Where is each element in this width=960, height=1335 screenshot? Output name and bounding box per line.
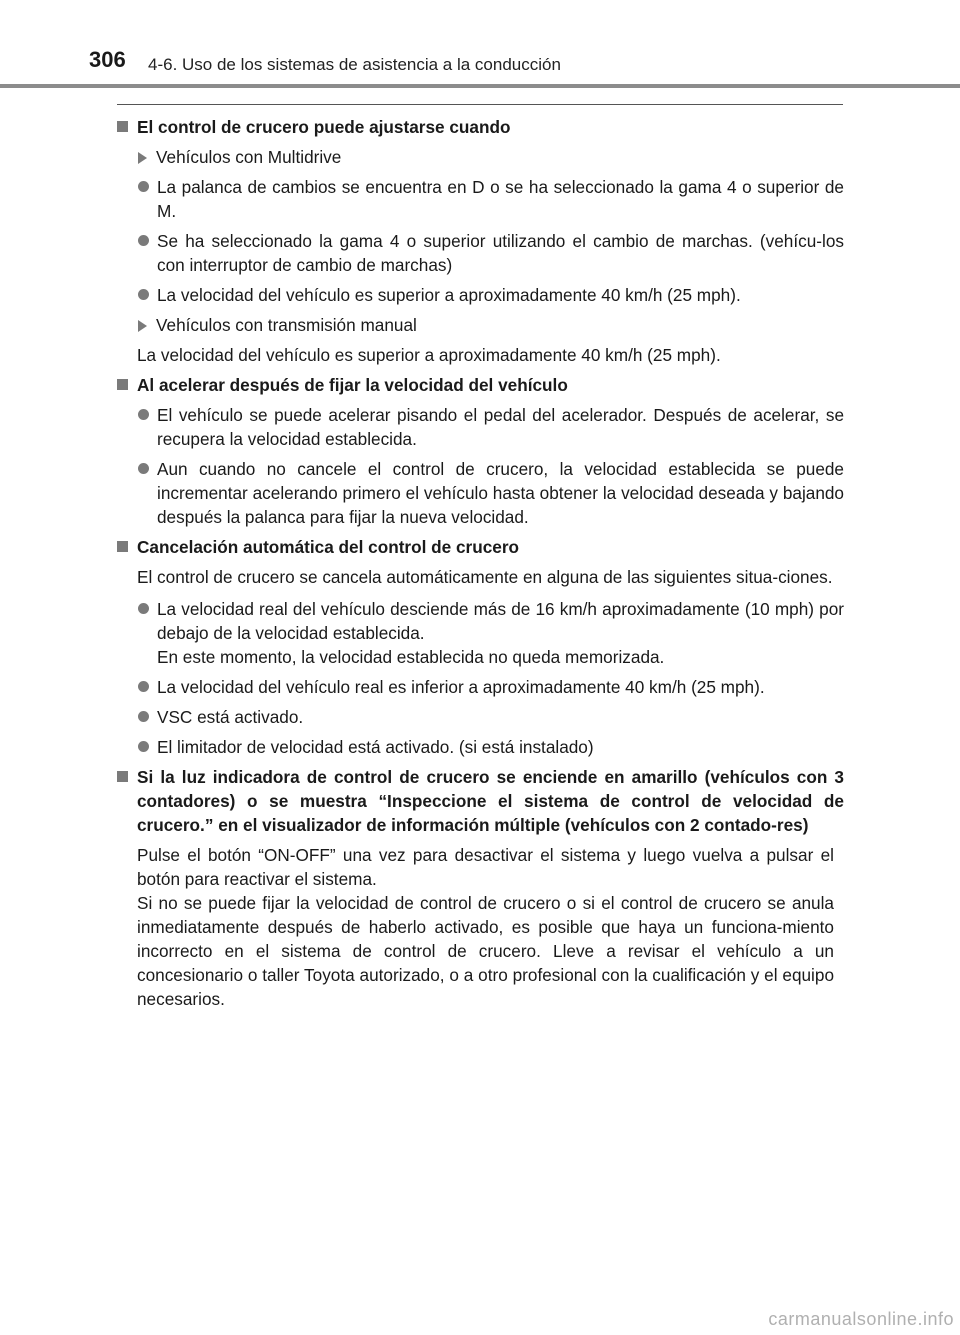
circle-bullet-icon [138, 603, 149, 614]
paragraph: Pulse el botón “ON-OFF” una vez para desactivar el sistema y luego vuelva a pulsar el botón para reactivar el sistema. Si no se puede fijar la velocidad de control de crucero o si el control de crucero se anula inmediatamente después de haberlo activado, es posible que haya un funciona-miento incorrecto en el sistema de control de crucero. Lleve a revisar el vehículo a un concesionario o taller Toyota autorizado, o a otro profesional con la cualificación y el equipo necesarios. [137, 845, 834, 1009]
list-item: La velocidad del vehículo real es inferior a aproximadamente 40 km/h (25 mph). [117, 675, 844, 699]
list-item: La velocidad del vehículo es superior a aproximadamente 40 km/h (25 mph). [117, 283, 844, 307]
list-item: Aun cuando no cancele el control de crucero, la velocidad establecida se puede incrementar acelerando primero el vehículo hasta obtener la velocidad deseada y bajando después la palanca para fijar la nueva velocidad. [117, 457, 844, 529]
square-bullet-icon [117, 379, 128, 390]
subheading: Vehículos con transmisión manual [117, 313, 844, 337]
section-cruise-conditions [117, 115, 844, 367]
section-accelerating [117, 373, 844, 529]
triangle-arrow-icon [138, 320, 147, 332]
list-item: El vehículo se puede acelerar pisando el pedal del acelerador. Después de acelerar, se recupera la velocidad establecida. [117, 403, 844, 451]
watermark: carmanualsonline.info [768, 1309, 954, 1329]
list-item: Se ha seleccionado la gama 4 o superior utilizando el cambio de marchas. (vehícu-los con interruptor de cambio de marchas) [117, 229, 844, 277]
list-item: VSC está activado. [117, 705, 844, 729]
circle-bullet-icon [138, 711, 149, 722]
list-item: La palanca de cambios se encuentra en D o se ha seleccionado la gama 4 o superior de M. [117, 175, 844, 223]
section-auto-cancel [117, 535, 844, 759]
list-item: La velocidad real del vehículo desciende más de 16 km/h aproximadamente (10 mph) por debajo de la velocidad establecida. En este momento, la velocidad establecida no queda memorizada. [117, 597, 844, 669]
subheading: Vehículos con Multidrive [117, 145, 844, 169]
list-item: El limitador de velocidad está activado. (si está instalado) [117, 735, 844, 759]
chapter-title: 4-6. Uso de los sistemas de asistencia a la conducción [148, 55, 561, 74]
circle-bullet-icon [138, 463, 149, 474]
page-number: 306 [89, 47, 126, 72]
paragraph: El control de crucero se cancela automáticamente en alguna de las siguientes situa-ciones. [137, 567, 833, 587]
section-heading: Cancelación automática del control de crucero [117, 535, 844, 559]
circle-bullet-icon [138, 409, 149, 420]
page-header [0, 0, 960, 95]
circle-bullet-icon [138, 681, 149, 692]
triangle-arrow-icon [138, 152, 147, 164]
circle-bullet-icon [138, 235, 149, 246]
circle-bullet-icon [138, 741, 149, 752]
page-content [117, 115, 844, 1017]
circle-bullet-icon [138, 289, 149, 300]
square-bullet-icon [117, 541, 128, 552]
header-bar [0, 84, 960, 88]
square-bullet-icon [117, 771, 128, 782]
section-indicator-warning [117, 765, 844, 1011]
section-heading: El control de crucero puede ajustarse cuando [117, 115, 844, 139]
section-heading: Si la luz indicadora de control de crucero se enciende en amarillo (vehículos con 3 contadores) o se muestra “Inspeccione el sistema de control de velocidad de crucero.” en el visualizador de información múltiple (vehículos con 2 contado-res) [117, 765, 844, 837]
paragraph: La velocidad del vehículo es superior a aproximadamente 40 km/h (25 mph). [137, 345, 721, 365]
section-rule [117, 104, 843, 105]
section-heading: Al acelerar después de fijar la velocidad del vehículo [117, 373, 844, 397]
square-bullet-icon [117, 121, 128, 132]
circle-bullet-icon [138, 181, 149, 192]
